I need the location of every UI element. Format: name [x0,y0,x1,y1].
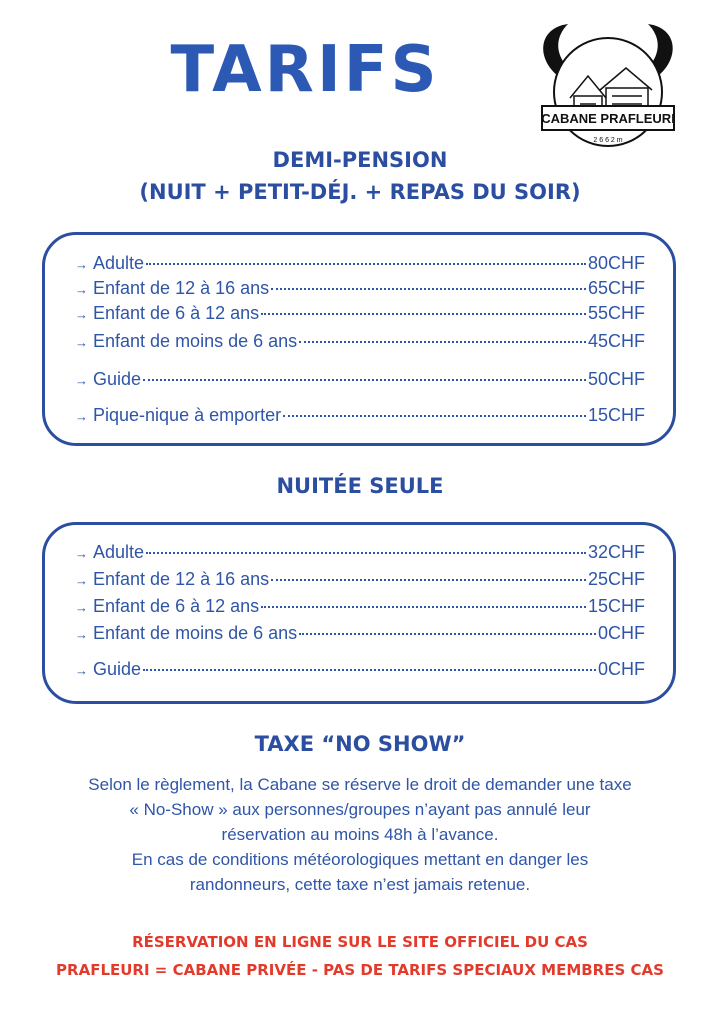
price-value: 0CHF [597,659,645,679]
cabane-prafleuri-logo [528,18,688,158]
price-label: Adulte [93,253,145,273]
no-show-line: Selon le règlement, la Cabane se réserve le droit de demander une taxe [88,775,632,794]
demi-pension-subheading: (NUIT + PETIT-DÉJ. + REPAS DU SOIR) [139,180,581,204]
dotted-leader [299,341,586,343]
price-row [75,542,645,568]
dotted-leader [261,313,586,315]
arrow-icon: → [75,373,88,388]
price-label: Enfant de 12 à 16 ans [93,569,270,589]
logo-altitude: 2 6 6 2 m [593,137,623,144]
price-label: Enfant de 6 à 12 ans [93,303,260,323]
footer-private-cabin: PRAFLEURI = CABANE PRIVÉE - PAS DE TARIFS SPECIAUX MEMBRES CAS [56,961,664,979]
price-label: Pique-nique à emporter [93,405,282,425]
nuitee-heading: NUITÉE SEULE [276,474,444,498]
no-show-line: « No-Show » aux personnes/groupes n’ayant pas annulé leur [129,800,591,819]
dotted-leader [299,633,596,635]
price-label: Enfant de moins de 6 ans [93,331,298,351]
price-row [75,253,645,279]
price-value: 45CHF [587,331,645,351]
price-label: Adulte [93,542,145,562]
price-label: Guide [93,369,142,389]
arrow-icon: → [75,573,88,588]
page-title: TARIFS [170,33,440,107]
arrow-icon: → [75,257,88,272]
arrow-icon: → [75,409,88,424]
price-row [75,331,645,357]
arrow-icon: → [75,600,88,615]
price-value: 15CHF [587,405,645,425]
dotted-leader [271,288,586,290]
price-label: Enfant de moins de 6 ans [93,623,298,643]
demi-pension-heading: DEMI-PENSION [272,148,448,172]
price-value: 65CHF [587,278,645,298]
price-value: 15CHF [587,596,645,616]
dotted-leader [143,379,586,381]
demi-pension-box [42,232,676,446]
price-value: 0CHF [597,623,645,643]
arrow-icon: → [75,663,88,678]
arrow-icon: → [75,307,88,322]
dotted-leader [146,263,586,265]
price-row [75,303,645,329]
price-row [75,278,645,304]
arrow-icon: → [75,627,88,642]
dotted-leader [146,552,586,554]
price-row [75,369,645,395]
dotted-leader [283,415,586,417]
price-row [75,405,645,431]
footer-reservation: RÉSERVATION EN LIGNE SUR LE SITE OFFICIEL DU CAS [132,933,588,951]
arrow-icon: → [75,546,88,561]
dotted-leader [271,579,586,581]
no-show-text [30,772,690,897]
arrow-icon: → [75,282,88,297]
price-value: 25CHF [587,569,645,589]
no-show-line: réservation au moins 48h à l’avance. [221,825,499,844]
dotted-leader [143,669,596,671]
price-value: 32CHF [587,542,645,562]
price-label: Enfant de 6 à 12 ans [93,596,260,616]
price-row [75,569,645,595]
logo-name: CABANE PRAFLEURI [541,111,675,126]
price-value: 55CHF [587,303,645,323]
price-row [75,659,645,685]
price-value: 50CHF [587,369,645,389]
price-label: Enfant de 12 à 16 ans [93,278,270,298]
no-show-line: randonneurs, cette taxe n’est jamais retenue. [189,875,531,894]
arrow-icon: → [75,335,88,350]
price-row [75,623,645,649]
price-row [75,596,645,622]
no-show-heading: TAXE “NO SHOW” [254,732,466,756]
dotted-leader [261,606,586,608]
nuitee-box [42,522,676,704]
no-show-line: En cas de conditions météorologiques mettant en danger les [131,850,589,869]
price-value: 80CHF [587,253,645,273]
price-label: Guide [93,659,142,679]
